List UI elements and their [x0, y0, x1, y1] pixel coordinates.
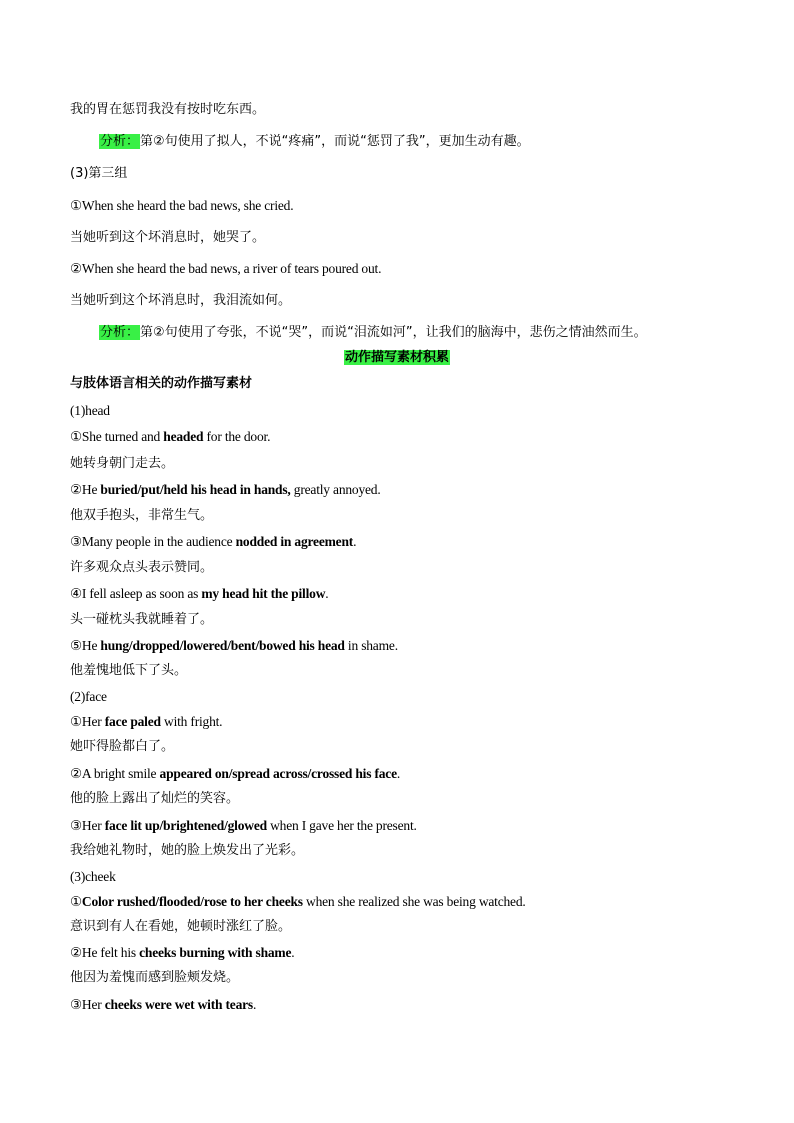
highlighted-label: 分析：: [100, 325, 140, 340]
text-segment: ③Her: [70, 997, 105, 1012]
text-segment: 当她听到这个坏消息时，她哭了。: [70, 230, 266, 245]
translation-line: [70, 842, 304, 860]
example-sentence: [70, 817, 417, 835]
text-segment: when she realized she was being watched.: [302, 894, 526, 909]
bold-phrase: buried/put/held his head in hands,: [100, 482, 291, 497]
text-segment: when I gave her the present.: [266, 818, 417, 833]
text-segment: 头一碰枕头我就睡着了。: [70, 612, 214, 627]
text-segment: for the door.: [203, 429, 271, 444]
text-segment: .: [291, 945, 295, 960]
text-segment: ①: [70, 894, 82, 909]
example-sentence: [70, 533, 356, 551]
example-sentence: [70, 765, 400, 783]
example-sentence: [70, 713, 222, 731]
translation-line: [70, 918, 291, 936]
text-segment: 她转身朝门走去。: [70, 456, 175, 471]
bold-phrase: Color rushed/flooded/rose to her cheeks: [81, 894, 303, 909]
translation-line: [70, 507, 213, 525]
text-segment: .: [396, 766, 401, 781]
example-sentence: [70, 637, 398, 655]
text-segment: 意识到有人在看她，她顿时涨红了脸。: [70, 919, 292, 934]
example-sentence: [70, 893, 526, 911]
analysis-line: [99, 133, 530, 151]
text-segment: ①She turned and: [70, 429, 164, 444]
text-segment: ④I fell asleep as soon as: [70, 586, 202, 601]
text-segment: 他的脸上露出了灿烂的笑容。: [70, 791, 240, 806]
text-segment: .: [325, 586, 329, 601]
text-segment: ②A bright smile: [70, 766, 160, 781]
text-segment: 许多观众点头表示赞同。: [70, 560, 214, 575]
example-sentence: [70, 585, 328, 603]
text-segment: ③Her: [70, 818, 105, 833]
category-heading: [70, 402, 110, 420]
text-segment: .: [252, 997, 257, 1012]
translation-line: [70, 292, 291, 310]
text-segment: (3)cheek: [70, 869, 116, 884]
highlighted-label: 动作描写素材积累: [344, 350, 449, 365]
example-sentence: [70, 481, 381, 499]
text-segment: greatly annoyed.: [290, 482, 381, 497]
bold-phrase: face paled: [104, 714, 161, 729]
text-segment: with fright.: [160, 714, 223, 729]
section-title: [0, 349, 794, 367]
text-segment: .: [353, 534, 357, 549]
text-segment: 他因为羞愧而感到脸颊发烧。: [70, 970, 240, 985]
bold-phrase: cheeks burning with shame: [139, 945, 292, 960]
text-segment: 他羞愧地低下了头。: [70, 663, 188, 678]
bold-phrase: headed: [163, 429, 204, 444]
bold-phrase: 与肢体语言相关的动作描写素材: [70, 376, 253, 391]
translation-line: [70, 611, 213, 629]
text-segment: 我的胃在惩罚我没有按时吃东西。: [70, 102, 266, 117]
bold-phrase: hung/dropped/lowered/bent/bowed his head: [100, 638, 345, 653]
translation-line: [70, 662, 187, 680]
highlighted-label: 分析：: [100, 134, 140, 149]
example-sentence: [70, 944, 294, 962]
text-segment: 第②句使用了拟人，不说“疼痛”，而说“惩罚了我”，更加生动有趣。: [140, 134, 530, 149]
analysis-line: [99, 324, 647, 342]
bold-phrase: nodded in agreement: [235, 534, 354, 549]
group-heading: [70, 165, 127, 183]
example-sentence: [70, 197, 293, 215]
text-segment: (2)face: [70, 689, 107, 704]
example-sentence: [70, 260, 381, 278]
text-segment: ⑤He: [70, 638, 101, 653]
text-segment: 我给她礼物时，她的脸上焕发出了光彩。: [70, 843, 305, 858]
text-segment: ③Many people in the audience: [70, 534, 236, 549]
bold-phrase: cheeks were wet with tears: [104, 997, 253, 1012]
bold-phrase: face lit up/brightened/glowed: [104, 818, 267, 833]
text-segment: 她吓得脸都白了。: [70, 739, 175, 754]
translation-line: [70, 969, 239, 987]
bold-phrase: my head hit the pillow: [201, 586, 326, 601]
text-segment: 当她听到这个坏消息时，我泪流如何。: [70, 293, 292, 308]
translation-line: [70, 738, 174, 756]
example-sentence: [70, 996, 256, 1014]
example-sentence: [70, 428, 270, 446]
translation-line: [70, 229, 265, 247]
text-line: [70, 101, 265, 119]
translation-line: [70, 455, 174, 473]
subsection-heading: [70, 375, 252, 393]
translation-line: [70, 559, 213, 577]
category-heading: [70, 688, 107, 706]
text-segment: in shame.: [344, 638, 398, 653]
text-segment: 第②句使用了夸张，不说“哭”，而说“泪流如河”，让我们的脑海中，悲伤之情油然而生。: [140, 325, 647, 340]
text-segment: ①When she heard the bad news, she cried.: [70, 198, 294, 213]
text-segment: ②When she heard the bad news, a river of tears poured out.: [70, 261, 382, 276]
translation-line: [70, 790, 239, 808]
text-segment: (3)第三组: [70, 166, 128, 181]
text-segment: 他双手抱头，非常生气。: [70, 508, 214, 523]
text-segment: ②He: [70, 482, 101, 497]
text-segment: ①Her: [70, 714, 105, 729]
text-segment: ②He felt his: [70, 945, 140, 960]
category-heading: [70, 868, 116, 886]
text-segment: (1)head: [70, 403, 110, 418]
bold-phrase: appeared on/spread across/crossed his face: [159, 766, 397, 781]
